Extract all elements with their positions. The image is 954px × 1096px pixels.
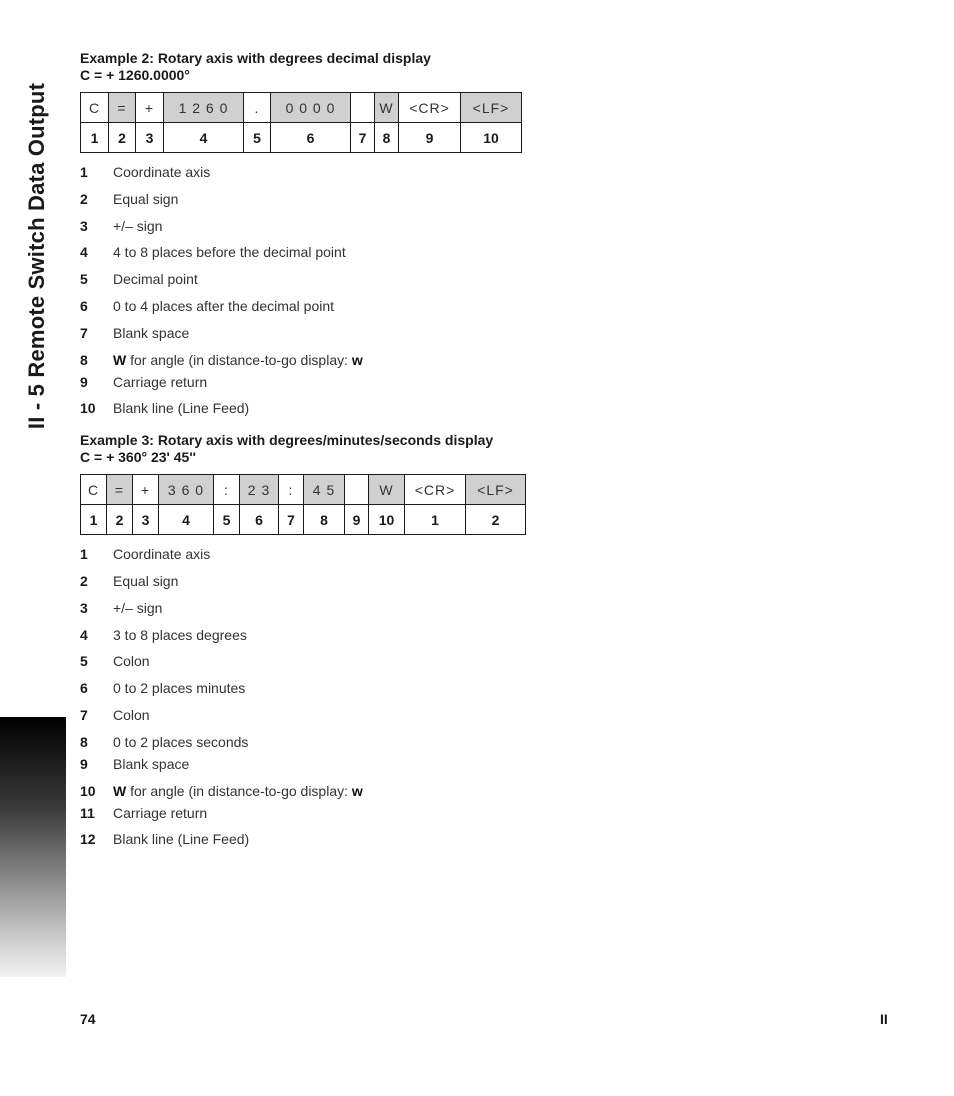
list-item (80, 351, 540, 373)
list-item (80, 297, 540, 324)
example2-format-table (80, 92, 522, 153)
list-item-text (113, 783, 363, 799)
example3-value-cell: : (214, 475, 240, 505)
example2-number-cell: 1 (81, 123, 109, 153)
example2-value-cell: <CR> (399, 93, 461, 123)
list-item-text: 0 to 2 places minutes (113, 680, 246, 697)
example3-value-cell: W (369, 475, 405, 505)
example3-number-cell: 8 (304, 505, 345, 535)
example3-number-cell: 2 (466, 505, 526, 535)
list-item-text: 0 to 2 places seconds (113, 733, 249, 750)
side-chapter-title (4, 56, 70, 456)
list-item-number: 7 (80, 706, 88, 723)
list-item-number: 2 (80, 190, 88, 207)
list-item-number: 6 (80, 680, 88, 697)
list-item (80, 324, 540, 351)
list-item-number: 12 (80, 831, 96, 848)
list-item-bold: W (113, 351, 127, 368)
example2-values-row (81, 93, 522, 123)
example3-legend-list (80, 545, 540, 857)
example2-number-cell: 10 (461, 123, 522, 153)
list-item-number: 3 (80, 599, 88, 616)
list-item-text: Coordinate axis (113, 164, 211, 180)
page-number: 74 (80, 1011, 96, 1027)
example3-number-cell: 1 (81, 505, 107, 535)
list-item-number: 5 (80, 653, 88, 670)
list-item (80, 545, 540, 572)
side-chapter-title-text: II - 5 Remote Switch Data Output (24, 82, 49, 430)
example3-value-cell: <LF> (466, 475, 526, 505)
example2-value-cell: C (81, 93, 109, 123)
list-item (80, 830, 540, 857)
example2-value-cell: + (136, 93, 164, 123)
list-item-text: Carriage return (113, 373, 208, 390)
example3-value-cell: + (133, 475, 159, 505)
example2-number-cell: 4 (164, 123, 244, 153)
chapter-marker: II (880, 1011, 888, 1027)
list-item (80, 399, 540, 426)
example2-value-cell: 0 0 0 0 (271, 93, 351, 123)
example3-value-cell: <CR> (405, 475, 466, 505)
example3-value-cell: 4 5 (304, 475, 345, 505)
list-item-number: 11 (80, 804, 95, 821)
example3-subheading: C = + 360° 23' 45'' (80, 449, 196, 466)
example2-number-cell: 6 (271, 123, 351, 153)
list-item-bold: w (351, 351, 363, 368)
example2-value-cell: <LF> (461, 93, 522, 123)
list-item-number: 7 (80, 324, 88, 341)
list-item (80, 652, 540, 679)
list-item-number: 1 (80, 546, 88, 563)
list-item-number: 9 (80, 755, 88, 772)
list-item-text: Equal sign (113, 572, 179, 589)
page-content (80, 50, 540, 863)
list-item-text (113, 352, 363, 368)
side-thumb-tab (0, 717, 66, 977)
list-item (80, 217, 540, 244)
example2-value-cell: 1 2 6 0 (164, 93, 244, 123)
list-item-text: Blank line (Line Feed) (113, 831, 250, 848)
example2-number-cell: 3 (136, 123, 164, 153)
example2-value-cell: = (109, 93, 136, 123)
example2-number-cell: 2 (109, 123, 136, 153)
example2-numbers-row (81, 123, 522, 153)
list-item-text: 3 to 8 places degrees (113, 626, 247, 643)
list-item-number: 8 (80, 351, 88, 368)
list-item-number: 4 (80, 626, 88, 643)
list-item (80, 626, 540, 653)
example3-number-cell: 4 (159, 505, 214, 535)
list-item-number: 4 (80, 244, 88, 261)
list-item (80, 706, 540, 733)
list-item-text: Colon (113, 706, 150, 723)
list-item (80, 733, 540, 755)
example2-number-cell: 9 (399, 123, 461, 153)
example2-value-cell: . (244, 93, 271, 123)
list-item-number: 6 (80, 297, 88, 314)
list-item-text: +/– sign (113, 599, 163, 616)
example3-value-cell: = (107, 475, 133, 505)
list-item (80, 804, 540, 831)
example3-heading: Example 3: Rotary axis with degrees/minutes/seconds display (80, 432, 494, 449)
list-item-number: 3 (80, 217, 88, 234)
example3-number-cell: 5 (214, 505, 240, 535)
list-item (80, 243, 540, 270)
example3-number-cell: 7 (279, 505, 304, 535)
list-item (80, 163, 540, 190)
example3-numbers-row (81, 505, 526, 535)
list-item-number: 8 (80, 733, 88, 750)
example3-value-cell: C (81, 475, 107, 505)
list-item-text: Blank line (Line Feed) (113, 400, 250, 417)
list-item (80, 270, 540, 297)
example2-value-cell (351, 93, 375, 123)
list-item-text: Blank space (113, 324, 190, 341)
list-item-bold: w (351, 782, 363, 799)
list-item-number: 5 (80, 271, 88, 288)
list-item-text: Coordinate axis (113, 546, 211, 563)
example2-number-cell: 8 (375, 123, 399, 153)
list-item-text: Colon (113, 653, 150, 670)
list-item (80, 755, 540, 782)
list-item (80, 572, 540, 599)
example3-number-cell: 6 (240, 505, 279, 535)
list-item-number: 10 (80, 782, 96, 799)
example3-value-cell (345, 475, 369, 505)
example3-format-table (80, 474, 526, 535)
example2-value-cell: W (375, 93, 399, 123)
list-item-text: 4 to 8 places before the decimal point (113, 244, 346, 261)
example3-value-cell: 2 3 (240, 475, 279, 505)
list-item (80, 782, 540, 804)
list-item (80, 373, 540, 400)
list-item-text: Decimal point (113, 271, 198, 288)
example3-number-cell: 3 (133, 505, 159, 535)
example2-number-cell: 7 (351, 123, 375, 153)
list-item (80, 599, 540, 626)
list-item-number: 9 (80, 373, 88, 390)
list-item (80, 679, 540, 706)
list-item-number: 10 (80, 400, 96, 417)
list-item-text: Carriage return (113, 804, 208, 821)
example3-number-cell: 9 (345, 505, 369, 535)
list-item-text-mid: for angle (in distance-to-go display: (126, 782, 352, 799)
list-item-text: +/– sign (113, 217, 163, 234)
example3-number-cell: 2 (107, 505, 133, 535)
example3-number-cell: 1 (405, 505, 466, 535)
example2-legend-list (80, 163, 540, 426)
list-item-text: Equal sign (113, 190, 179, 207)
list-item-text-mid: for angle (in distance-to-go display: (126, 351, 352, 368)
list-item-number: 1 (80, 164, 88, 180)
list-item-text: 0 to 4 places after the decimal point (113, 297, 335, 314)
example3-values-row (81, 475, 526, 505)
list-item-bold: W (113, 782, 127, 799)
example3-value-cell: : (279, 475, 304, 505)
example3-value-cell: 3 6 0 (159, 475, 214, 505)
example3-number-cell: 10 (369, 505, 405, 535)
example2-number-cell: 5 (244, 123, 271, 153)
list-item (80, 190, 540, 217)
list-item-number: 2 (80, 572, 88, 589)
list-item-text: Blank space (113, 755, 190, 772)
example2-heading: Example 2: Rotary axis with degrees decimal display (80, 50, 431, 66)
example2-subheading: C = + 1260.0000° (80, 67, 190, 83)
